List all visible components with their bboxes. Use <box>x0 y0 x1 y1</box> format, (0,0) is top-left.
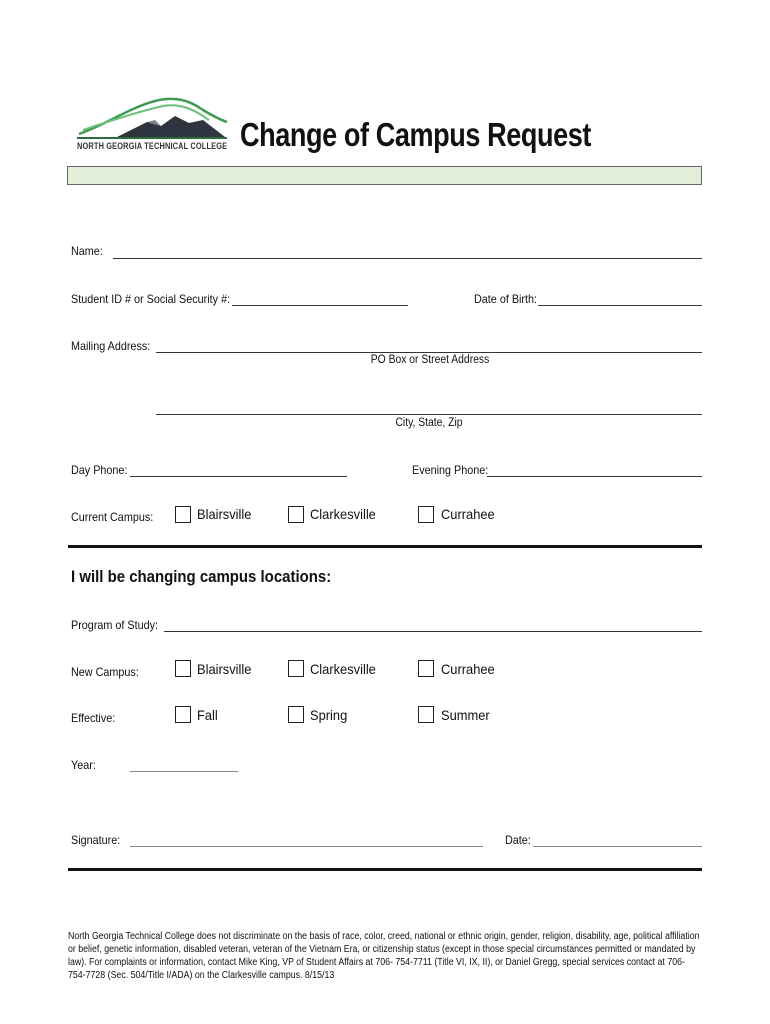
effective-label: Effective: <box>71 711 116 725</box>
nondiscrimination-footer: North Georgia Technical College does not discriminate on the basis of race, color, creed, national or ethnic origin, gender, religion, disability, age, political affiliation or belief, genetic information, disabled veteran, veteran of the Vietnam Era, or citizenship status (except in those special circumstances permitted or mandated by law). For complaints or information, contact Mike King, VP of Student Affairs at 706- 754-7711 (Title VI, IX, II), or Daniel Gregg, special services contact at 706-754-7728 (Sec. 504/Title I/ADA) on the Clarkesville campus. 8/15/13 <box>68 931 700 981</box>
name-field[interactable] <box>113 258 702 259</box>
current-blairsville-label: Blairsville <box>197 506 252 522</box>
fall-checkbox[interactable] <box>175 706 191 723</box>
page-title: Change of Campus Request <box>240 116 592 153</box>
dob-field[interactable] <box>538 305 702 306</box>
new-currahee-checkbox[interactable] <box>418 660 434 677</box>
mailing-address-label: Mailing Address: <box>71 339 151 353</box>
evening-phone-field[interactable] <box>487 476 702 477</box>
college-name: NORTH GEORGIA TECHNICAL COLLEGE <box>77 137 227 153</box>
current-blairsville-checkbox[interactable] <box>175 506 191 523</box>
current-clarkesville-checkbox[interactable] <box>288 506 304 523</box>
day-phone-label: Day Phone: <box>71 463 128 477</box>
summer-label: Summer <box>441 707 490 723</box>
year-label: Year: <box>71 758 96 772</box>
new-clarkesville-label: Clarkesville <box>310 661 376 677</box>
current-currahee-checkbox[interactable] <box>418 506 434 523</box>
student-id-label: Student ID # or Social Security #: <box>71 292 231 306</box>
evening-phone-label: Evening Phone: <box>412 463 489 477</box>
summer-checkbox[interactable] <box>418 706 434 723</box>
current-campus-label: Current Campus: <box>71 510 154 524</box>
date-field[interactable] <box>533 846 702 847</box>
day-phone-field[interactable] <box>130 476 347 477</box>
new-campus-label: New Campus: <box>71 665 139 679</box>
date-label: Date: <box>505 833 531 847</box>
new-clarkesville-checkbox[interactable] <box>288 660 304 677</box>
new-blairsville-label: Blairsville <box>197 661 252 677</box>
signature-field[interactable] <box>130 846 483 847</box>
city-state-zip-caption: City, State, Zip <box>395 417 463 429</box>
new-blairsville-checkbox[interactable] <box>175 660 191 677</box>
mountain-logo-icon <box>77 96 229 138</box>
name-label: Name: <box>71 244 103 258</box>
header-banner <box>67 166 702 185</box>
po-box-caption: PO Box or Street Address <box>370 354 490 366</box>
footer-divider <box>68 868 702 871</box>
spring-label: Spring <box>310 707 348 723</box>
city-state-zip-field[interactable] <box>156 414 702 415</box>
dob-label: Date of Birth: <box>474 292 538 306</box>
current-currahee-label: Currahee <box>441 506 495 522</box>
spring-checkbox[interactable] <box>288 706 304 723</box>
program-field[interactable] <box>164 631 702 632</box>
signature-label: Signature: <box>71 833 121 847</box>
student-id-field[interactable] <box>232 305 408 306</box>
new-currahee-label: Currahee <box>441 661 495 677</box>
current-clarkesville-label: Clarkesville <box>310 506 376 522</box>
program-label: Program of Study: <box>71 618 159 632</box>
fall-label: Fall <box>197 707 218 723</box>
year-field[interactable] <box>130 771 238 772</box>
street-address-field[interactable] <box>156 352 702 353</box>
section-heading: I will be changing campus locations: <box>71 567 332 586</box>
section-divider <box>68 545 702 548</box>
